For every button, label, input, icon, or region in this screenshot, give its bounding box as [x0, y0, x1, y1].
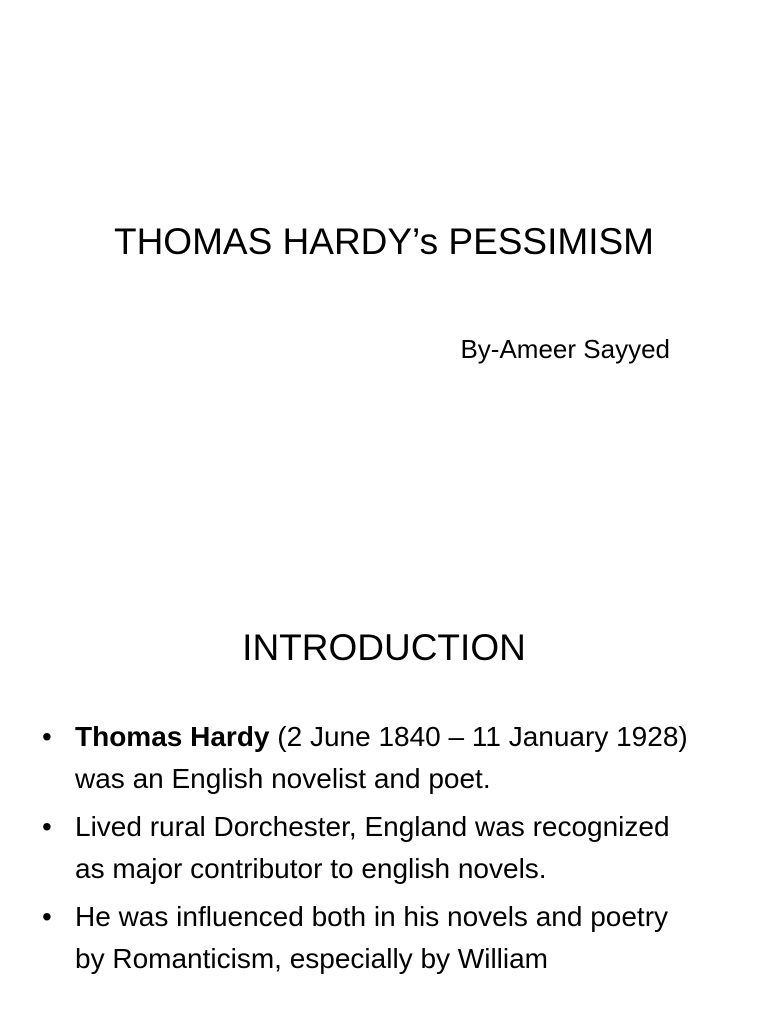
bullet-text: Lived rural Dorchester, England was recognized as major contributor to english novels. — [75, 811, 670, 884]
bullet-icon: • — [42, 901, 52, 932]
bullet-bold-text: Thomas Hardy — [75, 721, 270, 752]
list-item — [42, 716, 702, 800]
list-item — [42, 806, 702, 890]
slide-title: THOMAS HARDY’s PESSIMISM — [113, 221, 654, 262]
bullet-icon: • — [42, 811, 52, 842]
bullet-text: (2 June 1840 – 11 January 1928) was an English novelist and poet. — [75, 721, 688, 794]
bullet-list — [42, 716, 702, 986]
list-item — [42, 896, 702, 980]
introduction-slide — [0, 576, 768, 1024]
bullet-icon: • — [42, 721, 52, 752]
bullet-text: He was influenced both in his novels and poetry by Romanticism, especially by William — [75, 901, 669, 974]
slide-subtitle: By-Ameer Sayyed — [460, 334, 670, 364]
slide-title: INTRODUCTION — [242, 627, 526, 668]
